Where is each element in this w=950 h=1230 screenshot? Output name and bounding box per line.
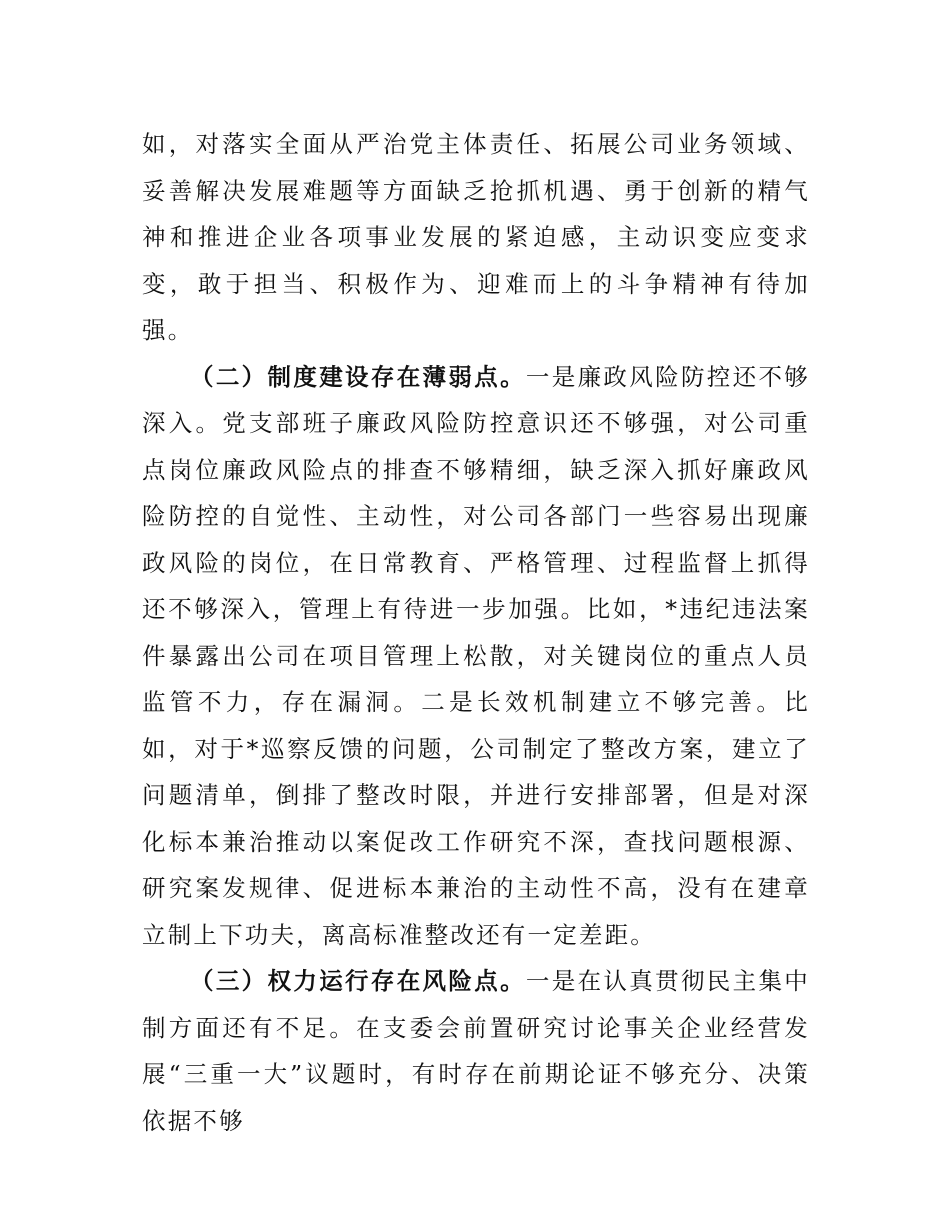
paragraph-2-body: 一是廉政风险防控还不够深入。党支部班子廉政风险防控意识还不够强，对公司重点岗位廉政风险点的排查不够精细，缺乏深入抓好廉政风险防控的自觉性、主动性，对公司各部门一些容易出现廉政风险的岗位，在日常教育、严格管理、过程监督上抓得还不够深入，管理上有待进一步加强。比如，*违纪违法案件暴露出公司在项目管理上松散，对关键岗位的重点人员监管不力，存在漏洞。二是长效机制建立不够完善。比如，对于*巡察反馈的问题，公司制定了整改方案，建立了问题清单，倒排了整改时限，并进行安排部署，但是对深化标本兼治推动以案促改工作研究不深，查找问题根源、研究案发规律、促进标本兼治的主动性不高，没有在建章立制上下功夫，离高标准整改还有一定差距。 — [142, 362, 810, 949]
paragraph-1 — [142, 121, 810, 354]
paragraph-2 — [142, 354, 810, 959]
paragraph-1-body: 如，对落实全面从严治党主体责任、拓展公司业务领域、妥善解决发展难题等方面缺乏抢抓机遇、勇于创新的精气神和推进企业各项事业发展的紧迫感，主动识变应变求变，敢于担当、积极作为、迎难而上的斗争精神有待加强。 — [142, 130, 810, 344]
document-page — [142, 121, 810, 1144]
paragraph-3 — [142, 958, 810, 1144]
paragraph-3-body: 一是在认真贯彻民主集中制方面还有不足。在支委会前置研究讨论事关企业经营发展“三重一大”议题时，有时存在前期论证不够充分、决策依据不够 — [142, 967, 810, 1135]
paragraph-2-heading: （二）制度建设存在薄弱点。 — [190, 362, 526, 391]
paragraph-3-heading: （三）权力运行存在风险点。 — [190, 967, 526, 995]
